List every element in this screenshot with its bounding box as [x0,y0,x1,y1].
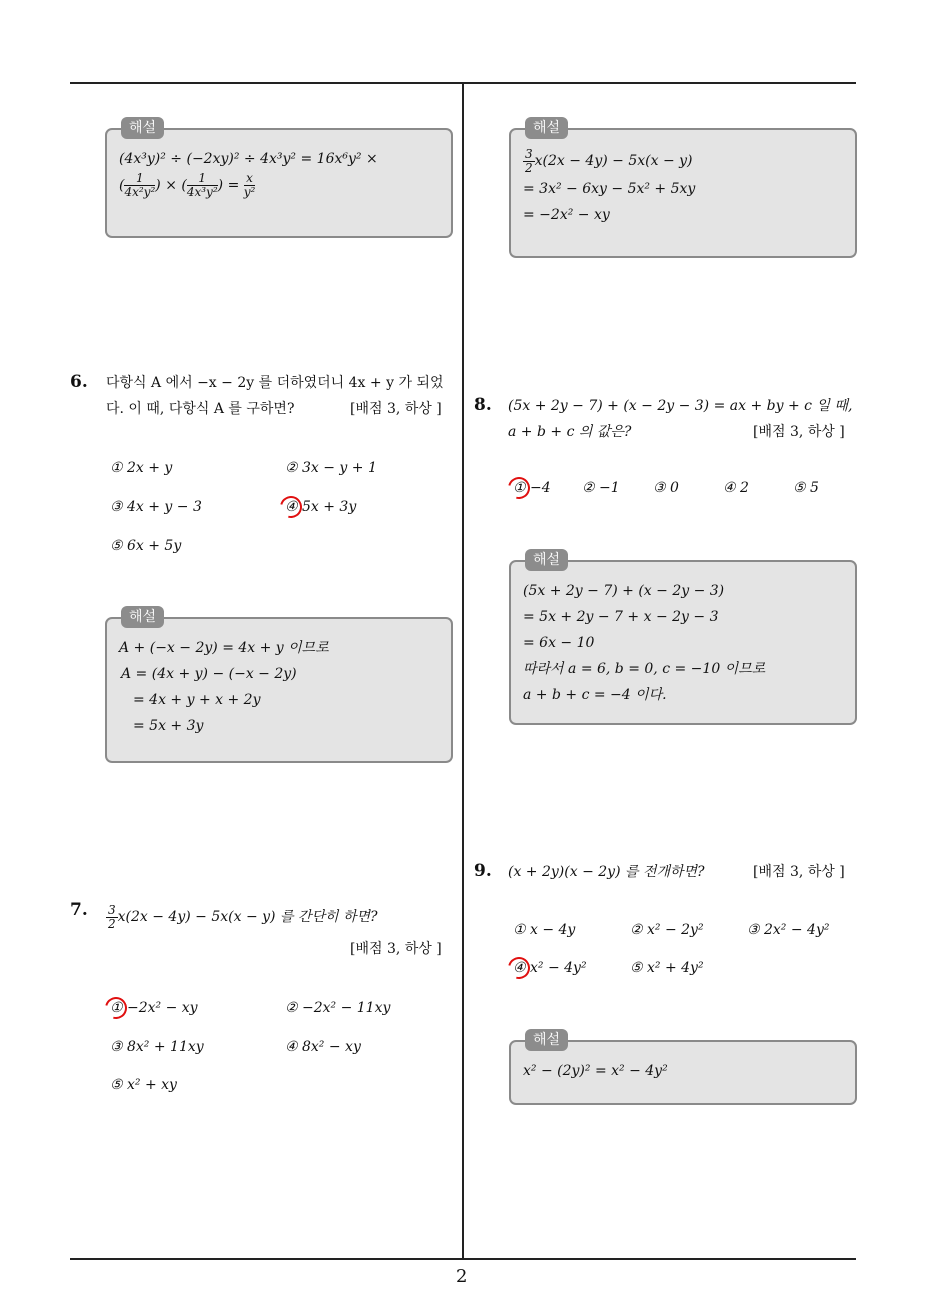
answer-mark-icon [276,492,306,522]
solution-line: A = (4x + y) − (−x − 2y) [121,666,297,682]
solution-line: = −2x² − xy [523,207,610,223]
answer-option[interactable]: ③ 4x + y − 3 [110,499,202,515]
answer-option[interactable]: ④ 8x² − xy [285,1039,361,1055]
question-text: a + b + c 의 값은? [508,424,632,440]
solution-box-q5 [105,120,453,238]
answer-option[interactable]: ③ 8x² + 11xy [110,1039,204,1055]
solution-line: = 5x + 3y [133,718,204,734]
solution-line: = 5x + 2y − 7 + x − 2y − 3 [523,609,719,625]
solution-line: a + b + c = −4 이다. [523,687,667,703]
solution-box-q7 [509,120,857,258]
answer-option-selected[interactable]: ① −2x² − xy [110,1000,198,1016]
solution-line: = 6x − 10 [523,635,595,651]
answer-option[interactable]: ② x² − 2y² [630,922,704,938]
answer-option[interactable]: ④ 2 [723,480,749,496]
solution-line: x² − (2y)² = x² − 4y² [523,1063,668,1079]
solution-line: = 4x + y + x + 2y [133,692,261,708]
question-text: (5x + 2y − 7) + (x − 2y − 3) = ax + by + c 일 때, [508,398,853,414]
answer-option[interactable]: ③ 0 [653,480,679,496]
score-label: [배점 3, 하상 ] [350,941,442,957]
answer-option[interactable]: ⑤ x² + xy [110,1077,177,1093]
question-text: $\frac{3}{2}$ x(2x − 4y) − 5x(x − y) 를 간단히 하면? [108,902,378,931]
solution-tag: 해설 [525,1029,568,1051]
answer-option[interactable]: ① x − 4y [513,922,576,938]
solution-line: A + (−x − 2y) = 4x + y 이므로 [119,640,329,656]
answer-mark-icon [101,993,131,1023]
solution-box-q8 [509,552,857,725]
solution-tag: 해설 [121,606,164,628]
answer-option[interactable]: ③ 2x² − 4y² [747,922,830,938]
question-number: 8. [474,395,492,415]
answer-option[interactable]: ② −2x² − 11xy [285,1000,391,1016]
question-number: 6. [70,372,88,392]
question-number: 7. [70,900,88,920]
answer-mark-icon [504,473,534,503]
bottom-rule [70,1258,856,1260]
question-number: 9. [474,861,492,881]
answer-option-selected[interactable]: ① −4 [513,480,551,496]
fraction: $\frac{1}{\text{4x³y²}}$ [186,171,218,199]
answer-option-selected[interactable]: ④ 5x + 3y [285,499,357,515]
score-label: [배점 3, 하상 ] [753,864,845,880]
question-text: 다항식 A 에서 −x − 2y 를 더하였더니 4x + y 가 되었 [106,375,444,391]
solution-box-q9 [509,1032,857,1105]
solution-tag: 해설 [525,549,568,571]
solution-line: (4x³y)² ÷ (−2xy)² ÷ 4x³y² = 16x⁶y² × [119,151,378,167]
score-label: [배점 3, 하상 ] [753,424,845,440]
column-divider [462,83,464,1259]
solution-tag: 해설 [121,117,164,139]
score-label: [배점 3, 하상 ] [350,401,442,417]
fraction: $\frac{3}{2}$ [525,146,533,175]
solution-line: ( $\frac{1}{\text{4x²y²}}$ ) × ( $\frac{1}{\text{4x³y²}}$ ) = $\frac{x}{\text{y²}}$ [119,171,256,199]
answer-option[interactable]: ⑤ 6x + 5y [110,538,182,554]
solution-line: 따라서 a = 6, b = 0, c = −10 이므로 [523,661,766,677]
answer-option[interactable]: ⑤ x² + 4y² [630,960,704,976]
answer-option[interactable]: ② −1 [582,480,620,496]
solution-box-q6 [105,609,453,763]
solution-line: $\frac{3}{2}$ x(2x − 4y) − 5x(x − y) [525,146,693,175]
answer-option[interactable]: ⑤ 5 [793,480,819,496]
answer-mark-icon [504,953,534,983]
solution-tag: 해설 [525,117,568,139]
solution-line: = 3x² − 6xy − 5x² + 5xy [523,181,696,197]
page-number: 2 [456,1266,468,1287]
answer-option[interactable]: ② 3x − y + 1 [285,460,377,476]
question-text: (x + 2y)(x − 2y) 를 전개하면? [508,864,705,880]
fraction: $\frac{3}{2}$ [108,902,116,931]
fraction: $\frac{1}{\text{4x²y²}}$ [124,171,156,199]
solution-line: (5x + 2y − 7) + (x − 2y − 3) [523,583,725,599]
answer-option-selected[interactable]: ④ x² − 4y² [513,960,587,976]
question-text: 다. 이 때, 다항식 A 를 구하면? [106,401,295,417]
fraction: $\frac{x}{\text{y²}}$ [243,171,256,199]
answer-option[interactable]: ① 2x + y [110,460,173,476]
